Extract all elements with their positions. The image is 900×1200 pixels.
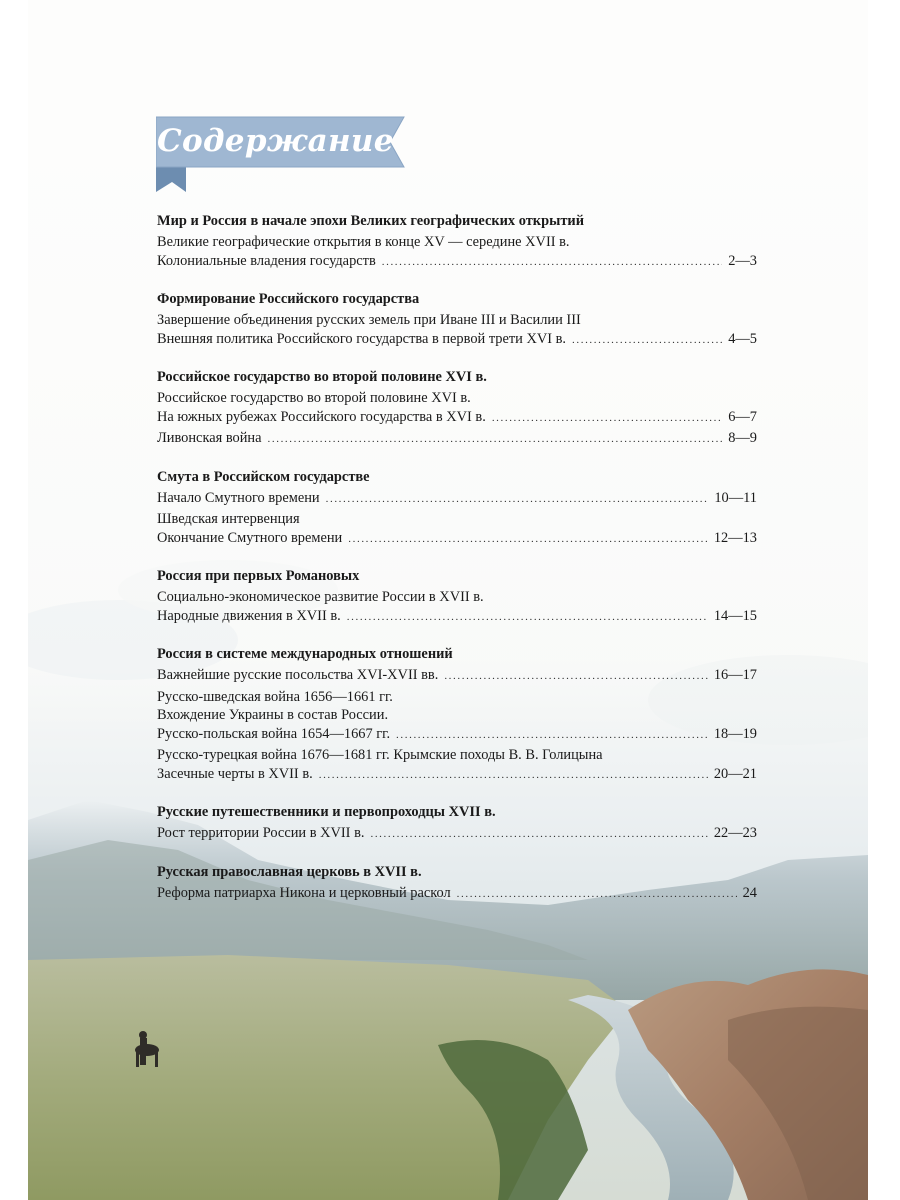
page-number: 22—23	[713, 825, 757, 841]
page-number: 14—15	[713, 607, 757, 624]
toc-entry[interactable]	[157, 510, 757, 548]
toc-entry[interactable]	[157, 429, 757, 449]
entry-title: Русско-польская война 1654—1667 гг.	[157, 725, 391, 742]
entry-title: Важнейшие русские посольства XVI-XVII вв.	[157, 667, 439, 683]
toc-entry[interactable]	[157, 666, 757, 686]
section-title: Смута в Российском государстве	[157, 468, 370, 485]
entry-title: Вхождение Украины в состав России.	[157, 707, 389, 723]
toc-section	[157, 567, 757, 626]
section-title: Формирование Российского государства	[157, 291, 420, 307]
entry-title: Народные движения в XVII в.	[157, 607, 341, 624]
toc-entry[interactable]	[157, 688, 757, 745]
toc-entry[interactable]	[157, 588, 757, 626]
dot-leader	[382, 253, 722, 272]
dot-leader	[396, 726, 708, 745]
section-title: Россия в системе международных отношений	[157, 646, 453, 662]
page-number: 18—19	[713, 725, 757, 742]
entry-title: Реформа патриарха Никона и церковный раскол	[157, 884, 451, 901]
entry-title: Окончание Смутного времени	[157, 529, 343, 546]
page-number: 2—3	[728, 252, 757, 269]
toc-entry[interactable]	[157, 746, 757, 784]
toc-entry[interactable]	[157, 311, 757, 349]
section-title: Россия при первых Романовых	[157, 568, 360, 584]
dot-leader	[268, 430, 723, 449]
page-title: Содержание	[157, 123, 394, 159]
page-number: 10—11	[714, 489, 757, 506]
section-title: Русская православная церковь в XVII в.	[157, 863, 422, 880]
entry-title: Социально-экономическое развитие России в XVII в.	[157, 589, 484, 605]
section-title: Российское государство во второй половине XVI в.	[157, 369, 487, 385]
entry-title: Засечные черты в XVII в.	[157, 765, 313, 782]
toc-section	[157, 863, 757, 904]
dot-leader	[370, 825, 707, 844]
page-number: 12—13	[713, 529, 757, 546]
dot-leader	[444, 667, 708, 686]
toc-section	[157, 368, 757, 449]
page-number: 6—7	[728, 408, 757, 425]
toc-entry[interactable]	[157, 824, 757, 844]
dot-leader	[572, 331, 722, 350]
entry-title: Русско-турецкая война 1676—1681 гг. Крымские походы В. В. Голицына	[157, 747, 603, 763]
dot-leader	[457, 885, 737, 904]
dot-leader	[347, 608, 708, 627]
dot-leader	[326, 490, 709, 509]
entry-title: Великие географические открытия в конце XV — середине XVII в.	[157, 234, 570, 250]
dot-leader	[492, 409, 722, 428]
entry-title: Начало Смутного времени	[157, 489, 320, 506]
dot-leader	[348, 530, 708, 549]
table-of-contents	[157, 212, 757, 922]
toc-entry[interactable]	[157, 233, 757, 271]
toc-section	[157, 803, 757, 844]
toc-entry[interactable]	[157, 489, 757, 509]
entry-title: Русско-шведская война 1656—1661 гг.	[157, 688, 393, 705]
toc-entry[interactable]	[157, 389, 757, 427]
page-number: 24	[742, 884, 757, 901]
dot-leader	[319, 766, 708, 785]
entry-title: Рост территории России в XVII в.	[157, 825, 365, 841]
entry-title: Ливонская война	[157, 430, 262, 446]
toc-section	[157, 468, 757, 549]
entry-title: Колониальные владения государств	[157, 252, 376, 269]
page-number: 4—5	[728, 330, 757, 347]
toc-section	[157, 290, 757, 349]
entry-title: Российское государство во второй половине XVI в.	[157, 390, 471, 406]
entry-title: На южных рубежах Российского государства в XVI в.	[157, 408, 486, 425]
entry-title: Внешняя политика Российского государства в первой трети XVI в.	[157, 330, 567, 347]
section-title: Русские путешественники и первопроходцы XVII в.	[157, 804, 496, 820]
page-number: 8—9	[728, 430, 757, 446]
toc-entry[interactable]	[157, 884, 757, 904]
entry-title: Завершение объединения русских земель при Иване III и Василии III	[157, 312, 581, 328]
page-number: 20—21	[713, 765, 757, 782]
toc-section	[157, 212, 757, 271]
section-title: Мир и Россия в начале эпохи Великих географических открытий	[157, 213, 584, 229]
page-number: 16—17	[713, 667, 757, 683]
entry-title: Шведская интервенция	[157, 511, 300, 527]
toc-section	[157, 645, 757, 784]
